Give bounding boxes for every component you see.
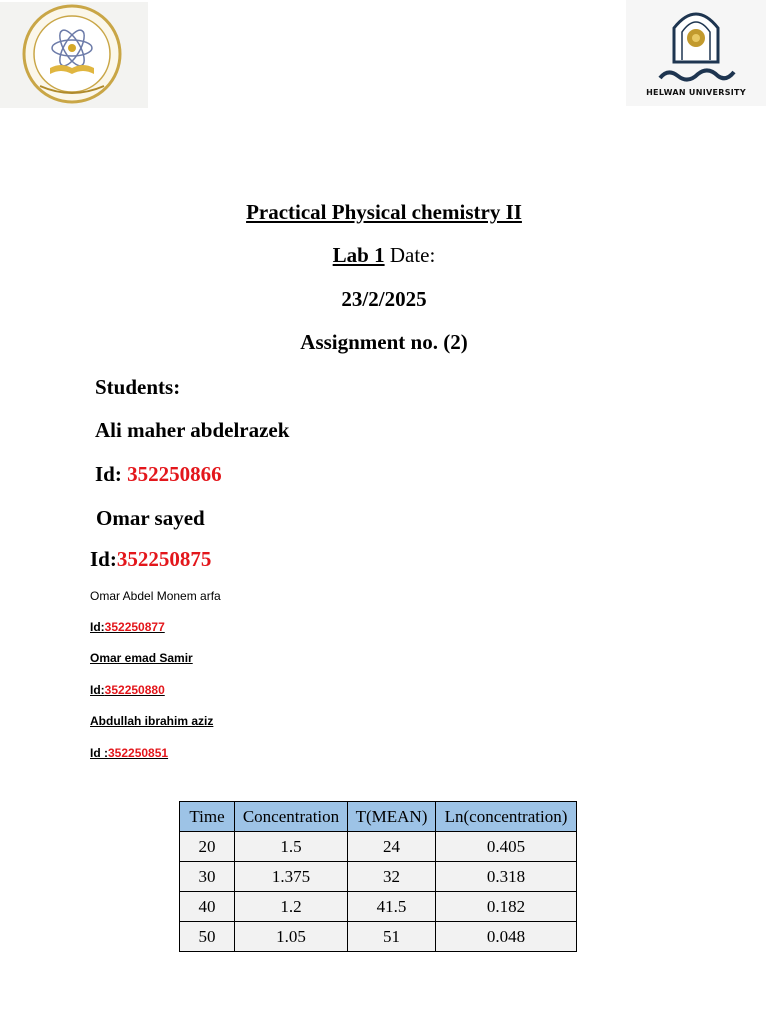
faculty-of-science-logo <box>0 2 148 108</box>
student-id-line <box>90 547 211 572</box>
table-header-cell: Time <box>180 802 235 832</box>
student-name: Omar emad Samir <box>90 651 193 665</box>
student-id-label: Id: <box>95 462 128 486</box>
table-cell: 51 <box>348 922 436 952</box>
table-cell: 40 <box>180 892 235 922</box>
student-id-line <box>90 746 168 760</box>
table-cell: 1.05 <box>235 922 348 952</box>
student-id-label: Id: <box>90 683 105 697</box>
table-cell: 0.182 <box>436 892 577 922</box>
table-cell: 30 <box>180 862 235 892</box>
table-cell: 0.405 <box>436 832 577 862</box>
table-cell: 50 <box>180 922 235 952</box>
table-cell: 0.048 <box>436 922 577 952</box>
course-title: Practical Physical chemistry II <box>246 200 522 224</box>
table-cell: 24 <box>348 832 436 862</box>
table-cell: 0.318 <box>436 862 577 892</box>
table-cell: 41.5 <box>348 892 436 922</box>
table-row <box>180 862 577 892</box>
table-cell: 1.2 <box>235 892 348 922</box>
student-id-value: 352250877 <box>104 620 165 634</box>
university-logo-caption: HELWAN UNIVERSITY <box>646 88 746 97</box>
date-label: Date: <box>384 243 436 267</box>
table-row <box>180 832 577 862</box>
lab-line <box>0 243 768 268</box>
student-id-value: 352250866 <box>127 462 222 486</box>
table-cell: 1.5 <box>235 832 348 862</box>
student-id-label: Id : <box>90 746 108 760</box>
table-row <box>180 892 577 922</box>
table-header-cell: Ln(concentration) <box>436 802 577 832</box>
table-cell: 20 <box>180 832 235 862</box>
table-header-cell: Concentration <box>235 802 348 832</box>
assignment-number: Assignment no. (2) <box>300 330 468 354</box>
data-table <box>179 801 577 952</box>
student-id-label: Id: <box>90 620 105 634</box>
student-name: Abdullah ibrahim aziz <box>90 714 214 728</box>
student-id-value: 352250851 <box>108 746 169 760</box>
table-header-cell: T(MEAN) <box>348 802 436 832</box>
student-id-line <box>95 462 222 487</box>
student-id-value: 352250875 <box>116 547 212 571</box>
student-id-label: Id: <box>90 547 117 571</box>
student-name: Omar sayed <box>96 506 205 530</box>
table-cell: 1.375 <box>235 862 348 892</box>
students-heading: Students: <box>95 375 181 399</box>
lab-label: Lab 1 <box>332 243 385 267</box>
date-value: 23/2/2025 <box>341 287 427 311</box>
helwan-university-logo <box>626 0 766 106</box>
student-id-line <box>90 683 165 697</box>
student-id-line <box>90 620 165 634</box>
table-cell: 32 <box>348 862 436 892</box>
student-id-value: 352250880 <box>104 683 165 697</box>
table-row <box>180 922 577 952</box>
student-name: Ali maher abdelrazek <box>95 418 290 442</box>
table-header-row <box>180 802 577 832</box>
student-name: Omar Abdel Monem arfa <box>90 589 221 603</box>
